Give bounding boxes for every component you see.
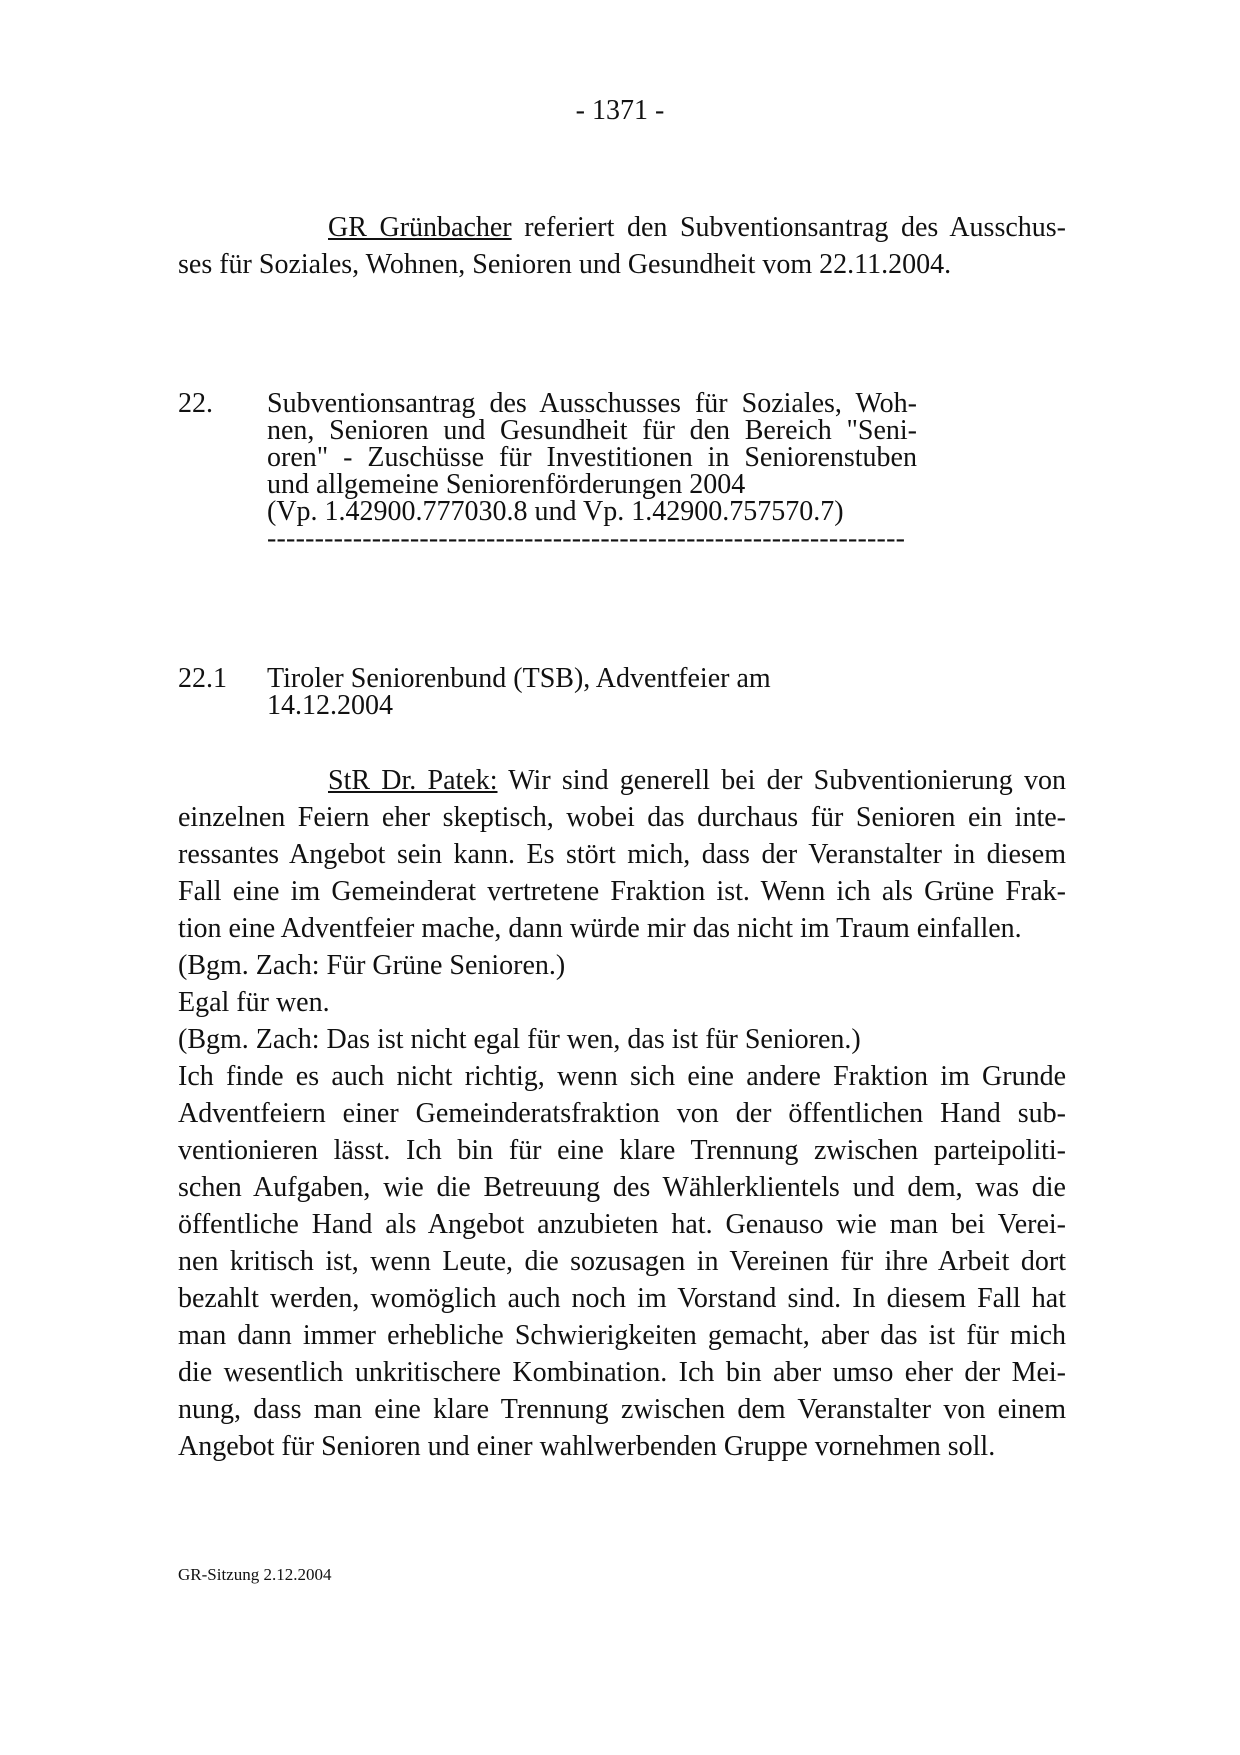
- intro-paragraph: [178, 209, 1066, 283]
- agenda-item-22-1: [178, 665, 1068, 719]
- statement-line-1-text: Wir sind generell bei der Subventionierung von: [497, 765, 1066, 796]
- interjection: (Bgm. Zach: Für Grüne Senioren.): [178, 950, 566, 981]
- speaker-name: StR Dr. Patek:: [328, 765, 498, 796]
- statement-line: man dann immer erhebliche Schwierigkeiten gemacht, aber das ist für mich: [178, 1320, 1066, 1351]
- agenda-subitem-number: 22.1: [178, 663, 227, 694]
- agenda-title-line-2: nen, Senioren und Gesundheit für den Bereich "Seni-: [267, 415, 917, 446]
- agenda-divider: -------------------------------------------------------------------: [267, 525, 906, 552]
- intro-line-1-text: referiert den Subventionsantrag des Ausschus-: [511, 212, 1066, 243]
- statement-line: bezahlt werden, womöglich auch noch im Vorstand sind. In diesem Fall hat: [178, 1283, 1066, 1314]
- statement-line-1: [178, 762, 1066, 799]
- page-number: - 1371 -: [575, 95, 665, 126]
- page-footer: GR-Sitzung 2.12.2004: [178, 1565, 332, 1584]
- statement-line: nung, dass man eine klare Trennung zwischen dem Veranstalter von einem: [178, 1394, 1066, 1425]
- agenda-title-line-5: (Vp. 1.42900.777030.8 und Vp. 1.42900.757570.7): [267, 496, 844, 527]
- reply: Egal für wen.: [178, 987, 330, 1018]
- interjection: (Bgm. Zach: Das ist nicht egal für wen, das ist für Senioren.): [178, 1024, 861, 1055]
- statement-paragraph: [178, 762, 1066, 1465]
- agenda-title-line-3: oren" - Zuschüsse für Investitionen in Seniorenstuben: [267, 442, 917, 473]
- agenda-item-title: [267, 390, 917, 552]
- statement-line: Ich finde es auch nicht richtig, wenn sich eine andere Fraktion im Grunde: [178, 1061, 1066, 1092]
- intro-line-2: ses für Soziales, Wohnen, Senioren und Gesundheit vom 22.11.2004.: [178, 249, 952, 280]
- intro-line-1: [178, 209, 1066, 246]
- agenda-subitem-line-1: Tiroler Seniorenbund (TSB), Adventfeier am: [267, 663, 771, 694]
- statement-line: ventionieren lässt. Ich bin für eine klare Trennung zwischen parteipoliti-: [178, 1135, 1066, 1166]
- statement-line: Fall eine im Gemeinderat vertretene Fraktion ist. Wenn ich als Grüne Frak-: [178, 876, 1066, 907]
- agenda-item-number: 22.: [178, 388, 213, 419]
- statement-line: schen Aufgaben, wie die Betreuung des Wählerklientels und dem, was die: [178, 1172, 1066, 1203]
- statement-line: ressantes Angebot sein kann. Es stört mich, dass der Veranstalter in diesem: [178, 839, 1066, 870]
- statement-line: die wesentlich unkritischere Kombination. Ich bin aber umso eher der Mei-: [178, 1357, 1066, 1388]
- agenda-title-line-1: Subventionsantrag des Ausschusses für Soziales, Woh-: [267, 388, 917, 419]
- statement-line: Angebot für Senioren und einer wahlwerbenden Gruppe vornehmen soll.: [178, 1431, 996, 1462]
- statement-line: einzelnen Feiern eher skeptisch, wobei das durchaus für Senioren ein inte-: [178, 802, 1066, 833]
- speaker-name: GR Grünbacher: [328, 212, 512, 243]
- agenda-subitem-line-2: 14.12.2004: [267, 690, 393, 721]
- statement-line: öffentliche Hand als Angebot anzubieten hat. Genauso wie man bei Verei-: [178, 1209, 1066, 1240]
- statement-line: tion eine Adventfeier mache, dann würde mir das nicht im Traum einfallen.: [178, 913, 1022, 944]
- agenda-subitem-title: [267, 665, 917, 719]
- agenda-item-22: [178, 390, 1068, 552]
- agenda-title-line-4: und allgemeine Seniorenförderungen 2004: [267, 469, 746, 500]
- statement-line: Adventfeiern einer Gemeinderatsfraktion von der öffentlichen Hand sub-: [178, 1098, 1066, 1129]
- statement-line: nen kritisch ist, wenn Leute, die sozusagen in Vereinen für ihre Arbeit dort: [178, 1246, 1066, 1277]
